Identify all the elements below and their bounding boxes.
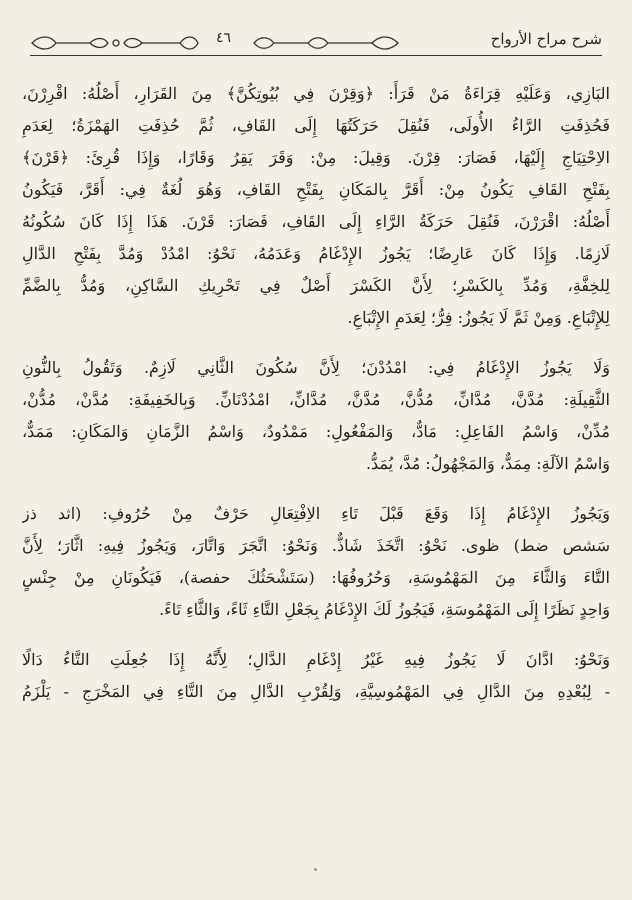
page-number: ٤٦ — [216, 30, 232, 46]
running-title: شرح مراح الأرواح — [490, 30, 602, 48]
text-line: فَحُذِفَتِ الرَّاءُ الأُولَى، فَنُقِلَ حَرَكَتُهَا إِلَى القَافِ، ثُمَّ حُذِفَتِ الهَمْزَةُ؛ لِعَدَمِ — [22, 116, 610, 135]
text-line: أَصْلُهُ: اقْرَرْنَ، فَنُقِلَ حَرَكَةُ الرَّاءِ إِلَى القَافِ، فَصَارَ: قَرْنَ. هَذَا إِذَا كَانَ سُكُونُهُ — [22, 212, 610, 231]
body-text — [22, 78, 610, 708]
text-line: البَازِي، وَعَلَيْهِ قِرَاءَةُ مَنْ قَرَأَ: ﴿وَقِرْنَ فِي بُيُوتِكُنَّ﴾ مِنَ القَرَارِ، أَصْلُهُ: اقْرِرْنَ، — [22, 84, 610, 103]
text-line: بِفَتْحِ القَافِ يَكُونُ مِنْ: أَقَرَّ بِالمَكَانِ بِفَتْحِ القَافِ، وَهُوَ لُغَةٌ فِي: أَقَرَّ، فَيَكُونُ — [22, 180, 610, 199]
page-speck — [314, 868, 317, 871]
text-line: الاِحْتِيَاجِ إِلَيْهَا، فَصَارَ: قِرْنَ. وَقِيلَ: مِنْ: وَقَرَ يَقِرُ وَقَارًا، وَإِذَا قُرِئَ: ﴿قَرْنَ﴾ — [22, 148, 610, 167]
text-line: لِلخِفَّةِ، وَمُدِّ بِالكَسْرِ؛ لِأَنَّ الكَسْرَ أَصْلٌ فِي تَحْرِيكِ السَّاكِنِ، وَمُدُّ بِالضَّمِّ — [22, 276, 610, 295]
header-ornament-left — [30, 32, 200, 54]
text-line: سَشص ضط) ظوى. نَحْوُ: اتَّخَذَ شَاذٌّ. وَنَحْوُ: اتَّجَرَ وَاتَّارَ، وَيَجُوزُ فِيهِ: اثَّارَ؛ لِأَنَّ — [22, 536, 610, 555]
paragraph — [22, 644, 610, 708]
page-header — [30, 28, 602, 62]
text-line: - لِبُعْدِهِ مِنَ الدَّالِ فِي المَهْمُوسِيَّةِ، وَلِقُرْبِ الدَّالِ مِنَ التَّاءِ فِي المَخْرَجِ - يَلْزَمُ — [22, 682, 610, 701]
text-line: لِلإِتْبَاعِ. وَمِنْ ثَمَّ لَا يَجُوزُ: فِرُّ؛ لِعَدَمِ الإِتْبَاعِ. — [347, 308, 610, 327]
paragraph — [22, 352, 610, 480]
paragraph — [22, 78, 610, 334]
text-line: وَلَا يَجُوزُ الإِدْغَامُ فِي: امْدُدْنَ؛ لِأَنَّ سُكُونَ الثَّانِي لَازِمٌ. وَتَقُولُ بِالنُّونِ — [22, 358, 610, 377]
text-line: الثَّقِيلَةِ: مُدَّنَّ، مُدَّانِّ، مُدُّنَّ، مُدَّنَّ، مُدَّانِّ، امْدُدْنَانِّ. وَبِالخَفِيفَةِ: مُدَّنْ، مُدُّنْ، — [22, 390, 610, 409]
text-line: التَّاءَ وَالثَّاءَ مِنَ المَهْمُوسَةِ، وَحُرُوفُهَا: (سَتَشْحَثُكَ حفصة)، فَيَكُونَانِ مِنْ جِنْسٍ — [22, 568, 610, 587]
text-line: مُدِّنْ، وَاسْمُ الفَاعِلِ: مَادٌّ، وَالمَفْعُولِ: مَمْدُودٌ، وَاسْمُ الزَّمَانِ وَالمَكَانِ: مَمَدٌّ، — [22, 422, 610, 441]
text-line: وَيَجُوزُ الإِدْغَامُ إِذَا وَقَعَ قَبْلَ تَاءِ الاِفْتِعَالِ حَرْفٌ مِنْ حُرُوفِ: (اثد ذز — [22, 504, 610, 523]
text-line: لَازِمًا. وَإِذَا كَانَ عَارِضًا؛ يَجُوزُ الإِدْغَامُ وَعَدَمُهُ، نَحْوُ: امْدُدْ وَمُدَّ بِفَتْحِ الدَّالِ — [22, 244, 610, 263]
text-line: وَنَحْوُ: ادَّانَ لَا يَجُوزُ فِيهِ غَيْرُ إِدْغَامِ الدَّالِ؛ لِأَنَّهُ إِذَا جُعِلَتِ التَّاءُ دَالًا — [22, 650, 610, 669]
text-line: وَاحِدٍ نَظَرًا إِلَى المَهْمُوسَةِ، فَيَجُوزُ لَكَ الإِدْغَامُ بِجَعْلِ التَّاءِ ثَاءً، وَالثَّاءِ تَاءً. — [159, 600, 610, 619]
paragraph — [22, 498, 610, 626]
header-ornament-right — [252, 32, 402, 54]
header-rule — [30, 55, 602, 56]
text-line: وَاسْمُ الآلَةِ: مِمَدٌّ، وَالمَجْهُولُ: مُدَّ، يُمَدُّ. — [365, 454, 610, 473]
